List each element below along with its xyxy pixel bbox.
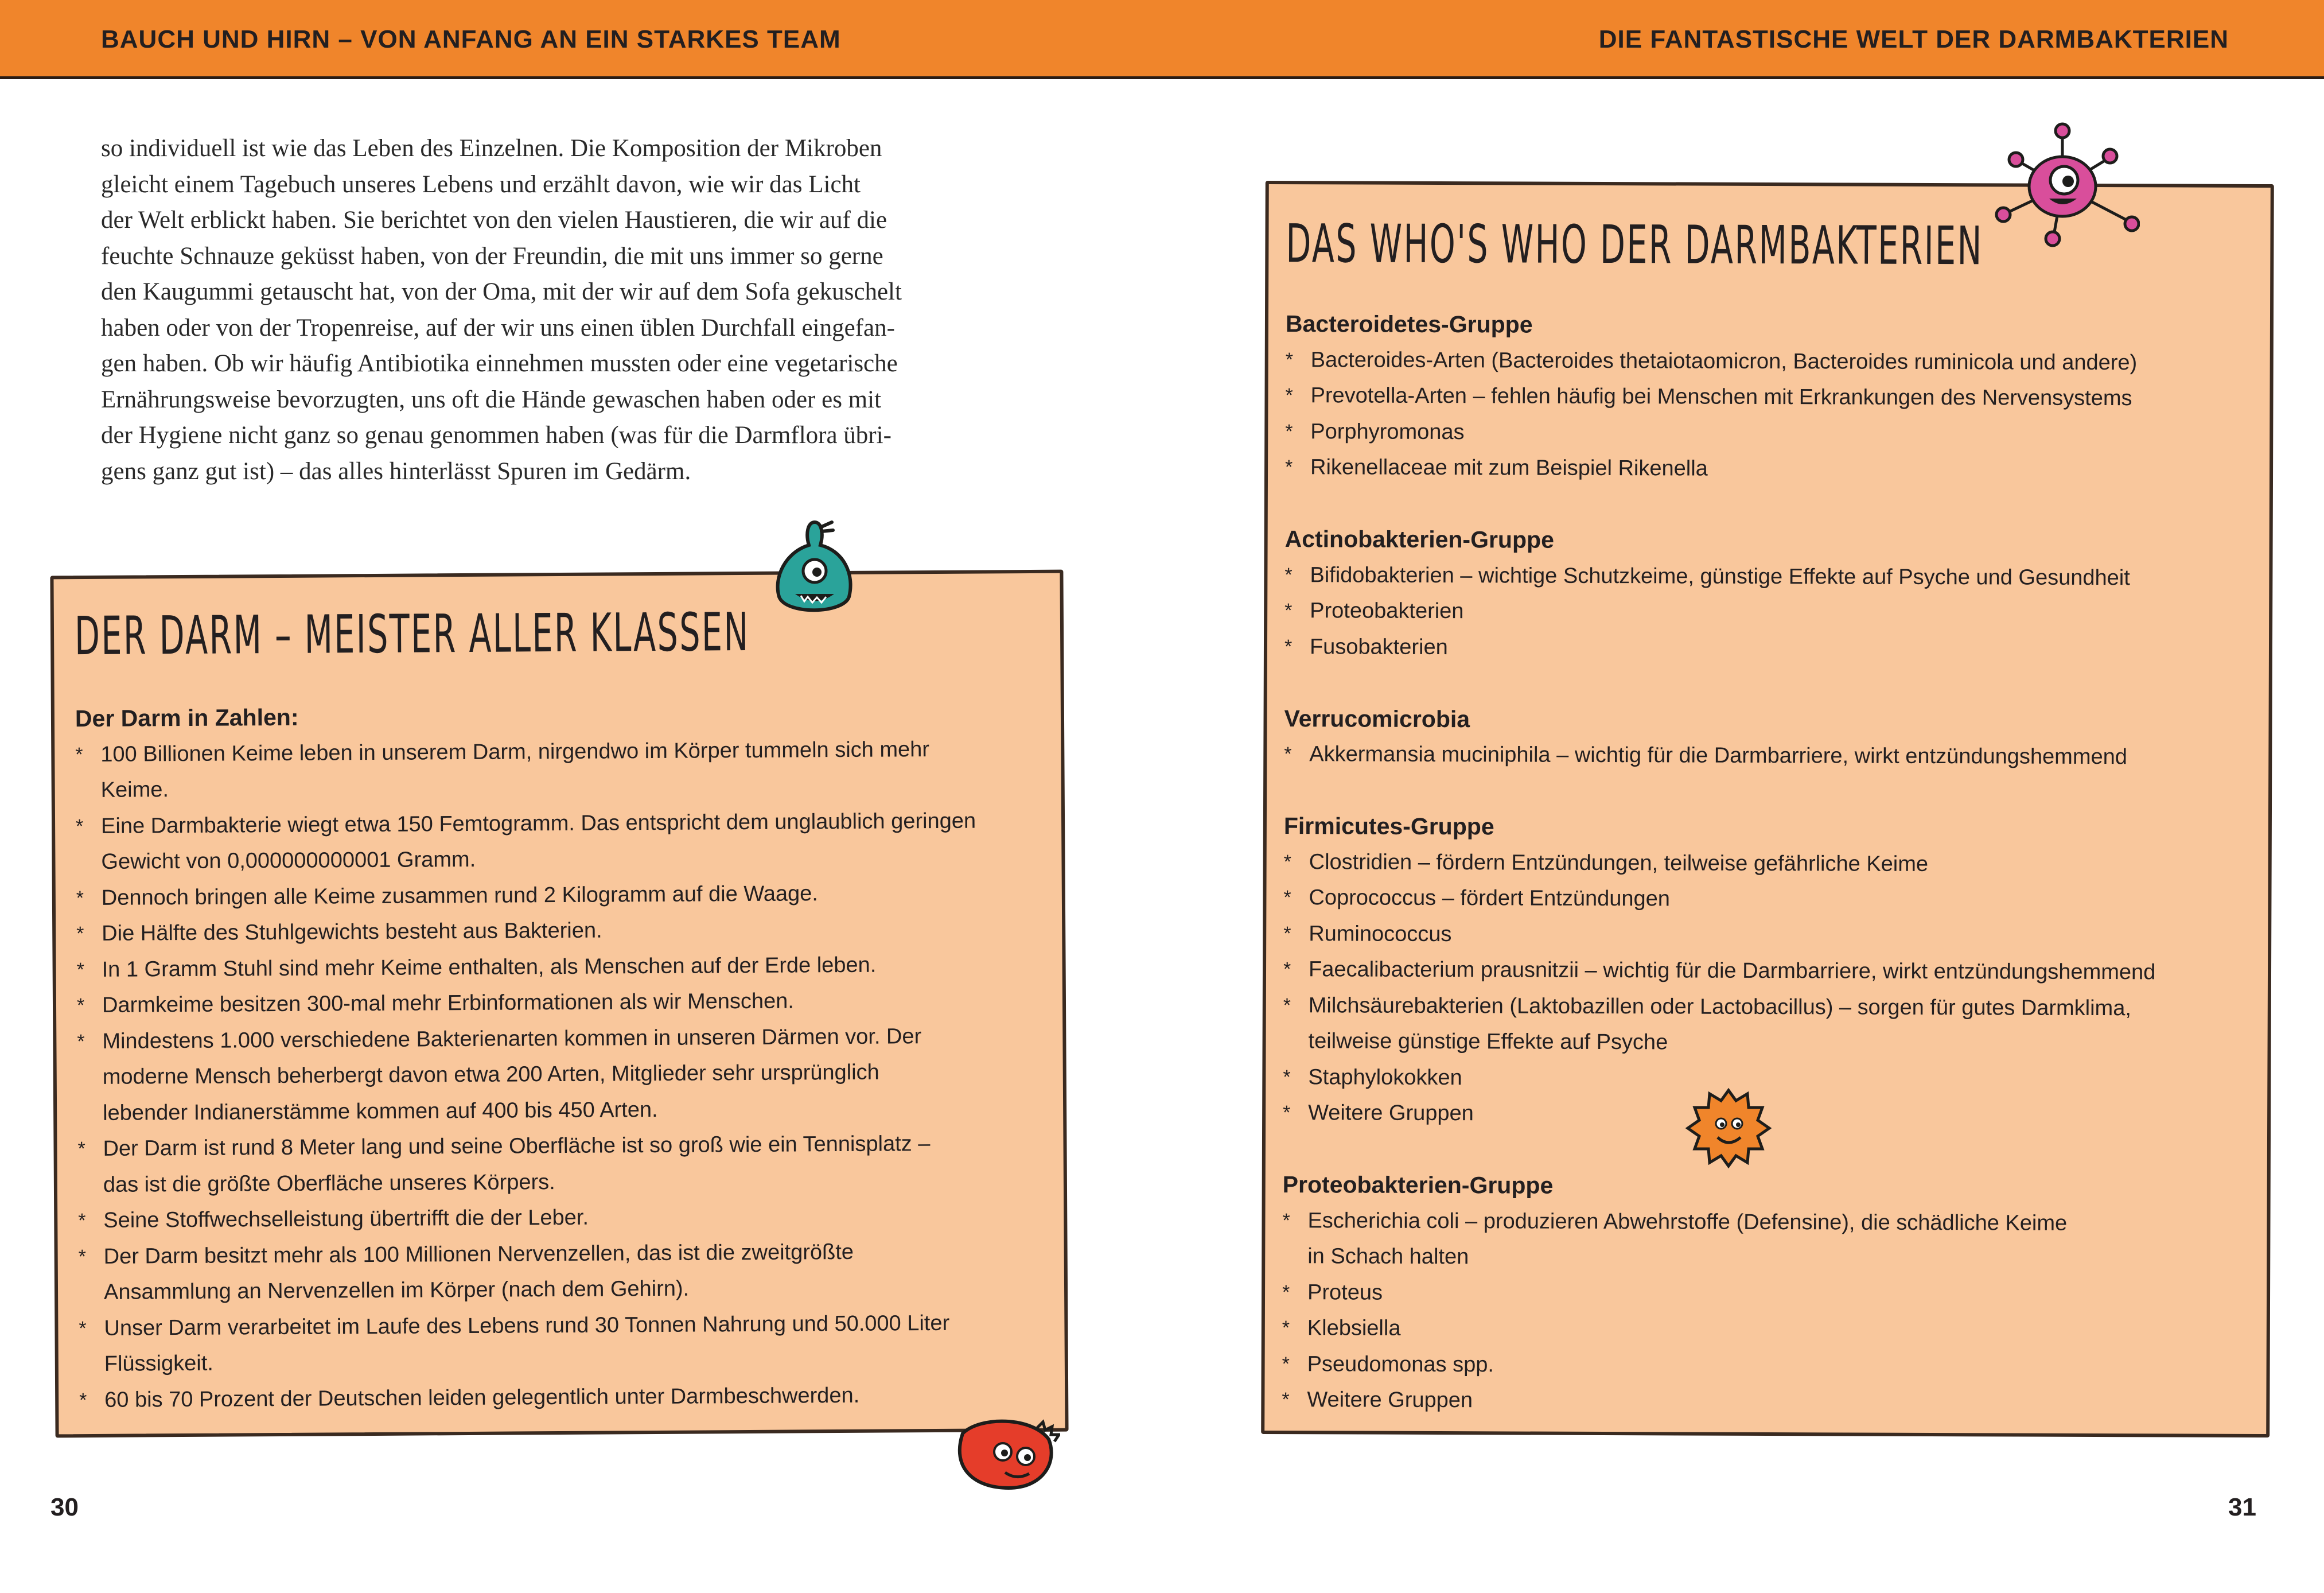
asterisk-bullet-icon: * (1283, 1066, 1291, 1088)
bacteria-group-list (1284, 736, 2271, 776)
list-item-text: Der Darm besitzt mehr als 100 Millionen Nervenzellen, das ist die zweitgrößte (103, 1240, 854, 1269)
darm-facts-list (75, 731, 1054, 1418)
list-item-text: Prevotella-Arten – fehlen häufig bei Menschen mit Erkrankungen des Nervensystems (1310, 383, 2132, 411)
list-item (1284, 736, 2271, 776)
asterisk-bullet-icon: * (1283, 958, 1291, 981)
list-item (77, 1017, 1053, 1131)
asterisk-bullet-icon: * (78, 1210, 86, 1232)
list-item-text: Bifidobakterien – wichtige Schutzkeime, günstige Effekte auf Psyche und Gesundheit (1310, 562, 2130, 590)
list-item (1285, 449, 2272, 489)
list-item-text: lebender Indianerstämme kommen auf 400 bis 450 Arten. (103, 1097, 658, 1125)
list-item (76, 874, 1052, 916)
list-item-text: Der Darm ist rund 8 Meter lang und seine Oberfläche ist so groß wie ein Tennisplatz – (103, 1132, 931, 1161)
list-item (1283, 916, 2270, 955)
asterisk-bullet-icon: * (1284, 635, 1293, 658)
intro-line: gen haben. Ob wir häufig Antibiotika einnehmen mussten oder eine vegetarische (101, 350, 898, 377)
list-item-text: Klebsiella (1307, 1316, 1401, 1341)
intro-line: gens ganz gut ist) – das alles hinterlässt Spuren im Gedärm. (101, 457, 691, 485)
list-item (1283, 951, 2270, 991)
list-item (1282, 1382, 2268, 1421)
list-item-text: Keime. (100, 778, 169, 802)
list-item (78, 1233, 1054, 1310)
asterisk-bullet-icon: * (1283, 850, 1291, 873)
list-item-text: Darmkeime besitzen 300-mal mehr Erbinformationen als wir Menschen. (102, 989, 795, 1017)
bacteria-groups (1282, 306, 2272, 1457)
bacteria-group (1283, 808, 2271, 1134)
bacteria-whos-who-box (1261, 181, 2274, 1437)
darm-facts-title: DER DARM – MEISTER ALLER KLASSEN (74, 601, 750, 667)
bacteria-group-heading: Verrucomicrobia (1284, 705, 1470, 732)
teal-monster-icon (769, 516, 861, 620)
intro-line: feuchte Schnauze geküsst haben, von der Freundin, die mit uns immer so gerne (101, 242, 883, 270)
asterisk-bullet-icon: * (1284, 564, 1293, 586)
asterisk-bullet-icon: * (1283, 994, 1291, 1016)
asterisk-bullet-icon: * (1283, 922, 1291, 945)
intro-line: den Kaugummi getauscht hat, von der Oma, mit der wir auf dem Sofa gekuschelt (101, 278, 902, 305)
bacteria-group (1285, 306, 2272, 489)
asterisk-bullet-icon: * (75, 743, 83, 766)
intro-paragraph (101, 131, 1025, 489)
asterisk-bullet-icon: * (76, 958, 84, 981)
list-item-text: In 1 Gramm Stuhl sind mehr Keime enthalten, als Menschen auf der Erde leben. (102, 953, 877, 982)
list-item (79, 1376, 1054, 1418)
bacteria-group-list (1284, 557, 2272, 669)
list-item (75, 731, 1051, 808)
bacteria-group (1284, 521, 2272, 668)
list-item (77, 1125, 1053, 1203)
list-item-text: teilweise günstige Effekte auf Psyche (1308, 1029, 1668, 1055)
bacteria-whos-who-title: DAS WHO'S WHO DER DARMBAKTERIEN (1286, 213, 1983, 277)
list-item-text: Proteobakterien (1310, 599, 1464, 624)
darm-facts-subtitle: Der Darm in Zahlen: (75, 704, 299, 732)
asterisk-bullet-icon: * (79, 1317, 87, 1339)
bacteria-group-list (1282, 1203, 2269, 1421)
list-item-text: Mindestens 1.000 verschiedene Bakterienarten kommen in unseren Därmen vor. Der (102, 1024, 922, 1054)
list-item-text: Weitere Gruppen (1307, 1388, 1473, 1413)
list-item-text: Ruminococcus (1309, 921, 1452, 946)
asterisk-bullet-icon: * (1282, 1389, 1290, 1411)
bacteria-group-heading: Actinobakterien-Gruppe (1284, 526, 1554, 553)
pink-virus-icon (1985, 121, 2140, 252)
list-item (1285, 414, 2272, 453)
list-item (1282, 1346, 2269, 1386)
list-item-text: Proteus (1307, 1280, 1383, 1305)
list-item (1284, 844, 2271, 884)
list-item-text: Coprococcus – fördert Entzündungen (1309, 885, 1671, 911)
list-item-text: Rikenellaceae mit zum Beispiel Rikenella (1310, 455, 1708, 481)
list-item (1282, 1275, 2269, 1314)
asterisk-bullet-icon: * (1284, 743, 1292, 766)
asterisk-bullet-icon: * (1285, 420, 1293, 442)
red-monster-icon (945, 1411, 1060, 1497)
list-item (1285, 378, 2272, 417)
list-item (1284, 557, 2271, 597)
asterisk-bullet-icon: * (1282, 1209, 1290, 1231)
list-item-text: 60 bis 70 Prozent der Deutschen leiden gelegentlich unter Darmbeschwerden. (104, 1383, 860, 1412)
bacteria-group (1282, 1167, 2269, 1421)
list-item-text: Seine Stoffwechselleistung übertrifft die der Leber. (103, 1205, 589, 1233)
list-item-text: Akkermansia muciniphila – wichtig für die Darmbarriere, wirkt entzündungshemmend (1309, 742, 2128, 770)
intro-line: haben oder von der Tropenreise, auf der wir uns einen üblen Durchfall eingefan- (101, 314, 895, 341)
list-item (1283, 1059, 2269, 1099)
bacteria-group-heading: Firmicutes-Gruppe (1283, 813, 1494, 840)
list-item-text: Porphyromonas (1310, 419, 1465, 444)
bacteria-group-list (1285, 342, 2272, 489)
list-item-text: Bacteroides-Arten (Bacteroides thetaiotaomicron, Bacteroides ruminicola und andere) (1310, 347, 2138, 375)
list-item-text: Clostridien – fördern Entzündungen, teilweise gefährliche Keime (1309, 849, 1929, 876)
bacteria-group (1284, 701, 2271, 776)
list-item (78, 1197, 1053, 1239)
list-item-text: Milchsäurebakterien (Laktobazillen oder Lactobacillus) – sorgen für gutes Darmklima, (1308, 993, 2132, 1020)
page-number-left: 30 (50, 1493, 79, 1521)
list-item-text: 100 Billionen Keime leben in unserem Darm, nirgendwo im Körper tummeln sich mehr (100, 737, 930, 767)
bacteria-group-list (1283, 844, 2271, 1134)
intro-line: der Welt erblickt haben. Sie berichtet von den vielen Haustieren, die wir auf die (101, 207, 887, 234)
list-item-text: Weitere Gruppen (1308, 1101, 1474, 1126)
list-item-text: Staphylokokken (1308, 1064, 1462, 1090)
asterisk-bullet-icon: * (1285, 348, 1294, 371)
list-item-text: Dennoch bringen alle Keime zusammen rund 2 Kilogramm auf die Waage. (101, 881, 818, 910)
list-item-text: Die Hälfte des Stuhlgewichts besteht aus Bakterien. (102, 918, 602, 946)
list-item (79, 1304, 1054, 1382)
asterisk-bullet-icon: * (76, 994, 85, 1017)
list-item (1282, 1310, 2269, 1350)
list-item-text: Escherichia coli – produzieren Abwehrstoffe (Defensine), die schädliche Keime (1307, 1208, 2068, 1235)
asterisk-bullet-icon: * (1282, 1317, 1290, 1339)
intro-line: Ernährungsweise bevorzugten, uns oft die Hände gewaschen haben oder es mit (101, 386, 882, 413)
list-item-text: moderne Mensch beherbergt davon etwa 200 Arten, Mitglieder sehr ursprünglich (102, 1060, 879, 1089)
asterisk-bullet-icon: * (76, 887, 84, 909)
asterisk-bullet-icon: * (76, 923, 84, 945)
bacteria-group-heading: Proteobakterien-Gruppe (1282, 1171, 1554, 1199)
asterisk-bullet-icon: * (1285, 384, 1293, 407)
list-item-text: Fusobakterien (1309, 634, 1448, 659)
bacteria-group-heading: Bacteroidetes-Gruppe (1285, 310, 1533, 338)
list-item (1282, 1203, 2269, 1278)
list-item-text: Faecalibacterium prausnitzii – wichtig für die Darmbarriere, wirkt entzündungshemmend (1308, 957, 2156, 985)
list-item-text: Ansammlung an Nervenzellen im Körper (nach dem Gehirn). (103, 1276, 690, 1304)
list-item-text: Flüssigkeit. (104, 1351, 214, 1376)
orange-sun-monster-icon (1685, 1085, 1772, 1171)
asterisk-bullet-icon: * (1283, 1102, 1291, 1124)
asterisk-bullet-icon: * (78, 1245, 87, 1268)
list-item (76, 946, 1052, 988)
list-item (76, 802, 1052, 880)
asterisk-bullet-icon: * (77, 1030, 85, 1052)
asterisk-bullet-icon: * (1282, 1353, 1290, 1375)
asterisk-bullet-icon: * (1282, 1281, 1290, 1303)
asterisk-bullet-icon: * (1284, 600, 1293, 622)
asterisk-bullet-icon: * (77, 1138, 85, 1160)
running-head-right: DIE FANTASTISCHE WELT DER DARMBAKTERIEN (1598, 25, 2229, 53)
list-item (76, 910, 1052, 952)
darm-facts-box (50, 570, 1068, 1438)
list-item-text: Eine Darmbakterie wiegt etwa 150 Femtogramm. Das entspricht dem unglaublich geringen (100, 809, 976, 838)
list-item-text: in Schach halten (1307, 1244, 1469, 1269)
intro-line: so individuell ist wie das Leben des Einzelnen. Die Komposition der Mikroben (101, 135, 882, 162)
header-bar (0, 0, 2324, 79)
list-item-text: Gewicht von 0,000000000001 Gramm. (101, 847, 476, 874)
list-item-text: Unser Darm verarbeitet im Laufe des Lebens rund 30 Tonnen Nahrung und 50.000 Liter (104, 1311, 950, 1341)
page-number-right: 31 (2228, 1493, 2256, 1521)
intro-line: der Hygiene nicht ganz so genau genommen haben (was für die Darmflora übri- (101, 422, 892, 449)
intro-line: gleicht einem Tagebuch unseres Lebens und erzählt davon, wie wir das Licht (101, 170, 861, 198)
list-item (77, 982, 1052, 1024)
list-item-text: Pseudomonas spp. (1307, 1351, 1494, 1377)
list-item (1284, 593, 2271, 632)
list-item (1284, 629, 2271, 669)
darm-facts-content (75, 695, 1055, 1418)
asterisk-bullet-icon: * (75, 815, 84, 837)
list-item-text: das ist die größte Oberfläche unseres Körpers. (103, 1170, 555, 1197)
asterisk-bullet-icon: * (1283, 887, 1291, 909)
list-item (1283, 880, 2270, 919)
asterisk-bullet-icon: * (79, 1389, 87, 1411)
running-head-left: BAUCH UND HIRN – VON ANFANG AN EIN STARKES TEAM (101, 25, 841, 53)
list-item (1283, 1095, 2269, 1134)
asterisk-bullet-icon: * (1285, 456, 1293, 479)
list-item (1286, 342, 2272, 382)
list-item (1283, 988, 2269, 1063)
